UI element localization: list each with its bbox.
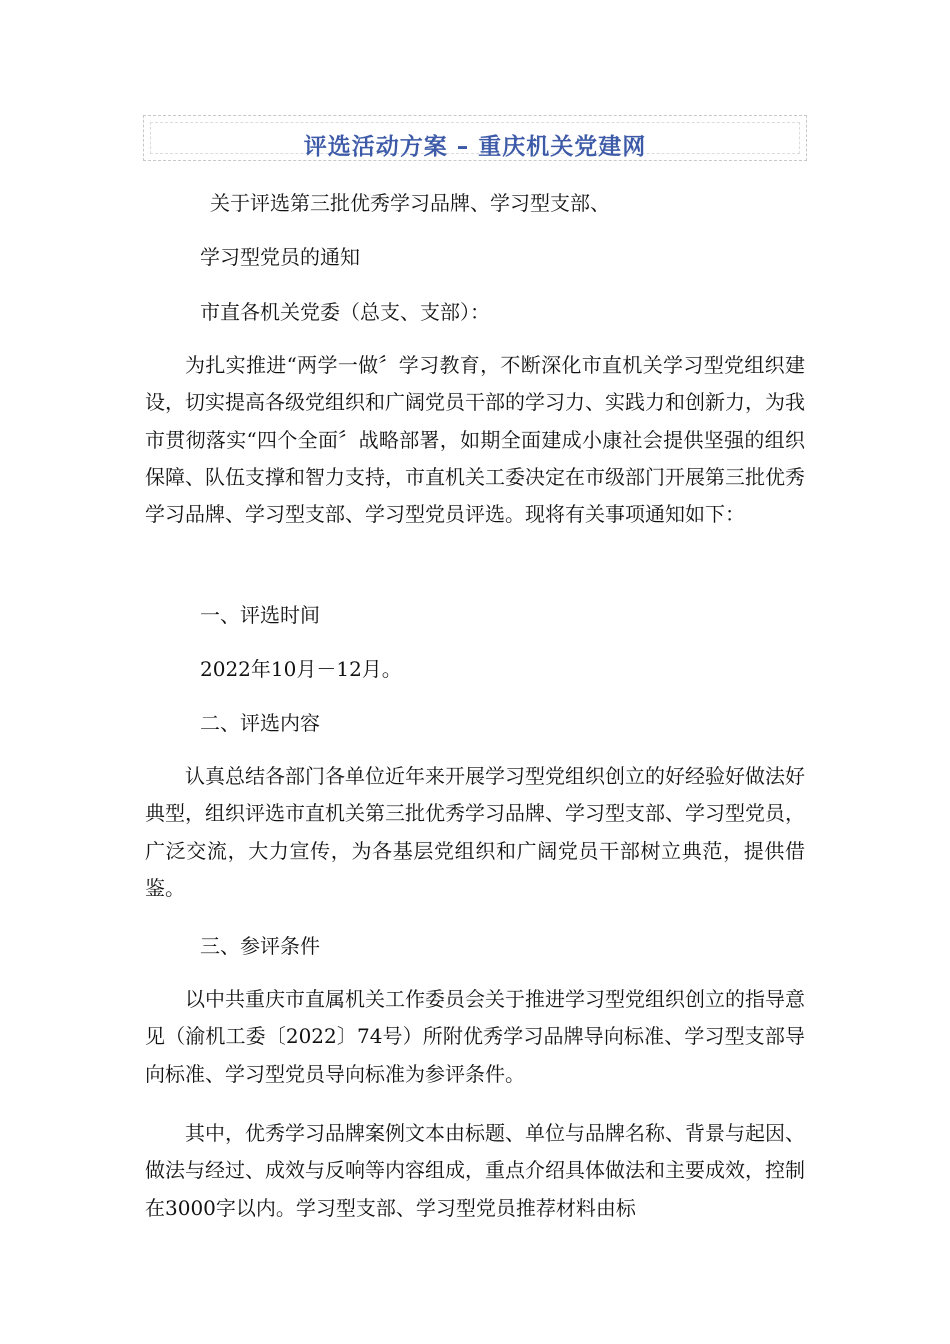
section-body-content: 认真总结各部门各单位近年来开展学习型党组织创立的好经验好做法好典型，组织评选市直机关第三批优秀学习品牌、学习型支部、学习型党员，广泛交流，大力宣传，为各基层党组织和广阔党员干部树立典范，提供借鉴。: [145, 764, 805, 900]
section-body-conditions-detail: 其中，优秀学习品牌案例文本由标题、单位与品牌名称、背景与起因、做法与经过、成效与反响等内容组成，重点介绍具体做法和主要成效，控制在3000字以内。学习型支部、学习型党员推荐材料由标: [145, 1121, 805, 1220]
section-body-time: 2022年10月－12月。: [200, 657, 402, 681]
notice-title-line-2: 学习型党员的通知: [200, 245, 360, 269]
section-heading-conditions: 三、参评条件: [200, 934, 320, 958]
notice-title-line-1: 关于评选第三批优秀学习品牌、学习型支部、: [210, 191, 610, 215]
document-title: 评选活动方案 – 重庆机关党建网: [303, 134, 647, 160]
section-heading-content: 二、评选内容: [200, 711, 320, 735]
section-body-conditions: 以中共重庆市直属机关工作委员会关于推进学习型党组织创立的指导意见（渝机工委〔2022〕74号）所附优秀学习品牌导向标准、学习型支部导向标准、学习型党员导向标准为参评条件。: [145, 987, 805, 1086]
intro-paragraph: 为扎实推进“两学一做〞学习教育，不断深化市直机关学习型党组织建设，切实提高各级党组织和广阔党员干部的学习力、实践力和创新力，为我市贯彻落实“四个全面〞战略部署，如期全面建成小康社会提供坚强的组织保障、队伍支撑和智力支持，市直机关工委决定在市级部门开展第三批优秀学习品牌、学习型支部、学习型党员评选。现将有关事项通知如下：: [145, 353, 805, 527]
addressee: 市直各机关党委（总支、支部）：: [200, 300, 490, 324]
section-heading-time: 一、评选时间: [200, 603, 320, 627]
